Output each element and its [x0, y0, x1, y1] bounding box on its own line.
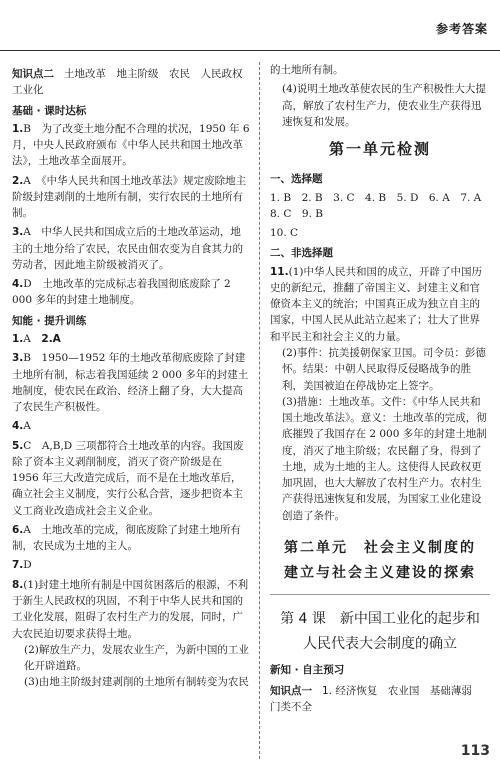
choice-answers: 1. B 2. B 3. C 4. B 5. D 6. A 7. A 8. C 9. B — [270, 191, 492, 220]
unit-title-line: 建立与社会主义建设的探索 — [284, 565, 476, 582]
item-text: A — [23, 332, 42, 345]
kp-lead: 知识点一 — [270, 684, 312, 697]
item-text: A 土地改革的完成，彻底废除了封建土地所有制，农民成为土地的主人。 — [12, 523, 241, 553]
kp-text: 土地改革 地主阶级 农民 人民政权 工业化 — [12, 68, 253, 97]
lesson-title-line: 人民代表大会制度的确立 — [303, 635, 457, 652]
item-number: 8. — [12, 578, 24, 591]
header-rule — [0, 50, 500, 51]
continued-text: 的土地所有制。 — [270, 64, 344, 76]
item-number: 1. — [12, 122, 24, 135]
section-heading-nonchoice: 二、非选择题 — [270, 247, 333, 260]
item-text: D 土地改革的完成标志着我国彻底废除了 2 000 多年的封建土地制度。 — [12, 278, 231, 307]
item-number: 6. — [12, 523, 24, 536]
unit-title — [270, 536, 490, 586]
item-text: A 《中华人民共和国土地改革法》规定废除地主阶级封建剥削的土地所有制，实行农民的土地所有制。 — [12, 174, 247, 220]
kp-text: 1. 经济恢复 农业国 基础薄弱 门类不全 — [270, 684, 483, 713]
item-text: (1)中华人民共和国的成立，开辟了中国历史的新纪元，推翻了帝国主义、封建主义和官僚资本主义的统治；中国真正成为独立自主的国家，中国人民从此站立起来了；壮大了世界和平民主和社会主义的力量。 — [270, 265, 482, 343]
continued-text: (4)说明土地改革使农民的生产积极性大大提高，解放了农村生产力，使农业生产获得迅速恢复和发展。 — [282, 83, 486, 128]
unit-test-title: 第一单元检测 — [328, 140, 431, 159]
lesson-title-line: 第 4 课 新中国工业化的起步和 — [280, 611, 480, 628]
item-text: A 中华人民共和国成立后的土地改革运动，地主的土地分给了农民，农民由佃农变为自食其力的劳动者，因此地主阶级被消灭了。 — [12, 226, 243, 271]
item-text: (3)措施：土地改革。文件：《中华人民共和国土地改革法》。意义：土地改革的完成，彻底摧毁了我国存在 2 000 多年的封建土地制度，消灭了地主阶级；农民翻了身，得到了土地，成为土地的主人。这使得人民政权更加巩固，也大大解放了农村生产力。农村生产获得迅速恢复和发展，为国家工业化建设创造了条件。 — [282, 395, 487, 522]
item-number: 2. — [12, 174, 24, 187]
column-divider — [259, 62, 260, 759]
section-heading-basic: 基础 · 课时达标 — [12, 104, 87, 117]
item-number: 2.A — [41, 332, 61, 345]
answer-item — [12, 350, 250, 415]
item-number: 3. — [12, 352, 24, 365]
section-heading-preview: 新知 · 自主预习 — [270, 664, 345, 677]
answer-item — [12, 121, 250, 170]
header-title: 参考答案 — [435, 22, 488, 36]
item-number: 5. — [12, 439, 24, 452]
answer-item-11 — [270, 264, 490, 524]
item-text: (1)封建土地所有制是中国贫困落后的根源，不利于新生人民政权的巩固，不利于中华人民共和国的工业化发展，阻碍了农村生产力的发展，同时，广大农民迫切要求获得土地。 — [12, 578, 249, 640]
item-text: (3)由地主阶级封建剥削的土地所有制转变为农民 — [24, 676, 249, 689]
right-column — [270, 62, 490, 765]
item-text: B 1950—1952 年的土地改革彻底废除了封建土地所有制，标志着我国延续 2 000 多年的封建土地制度，使农民在政治、经济上翻了身，大大提高了农民生产积极性。 — [12, 352, 249, 414]
answer-item — [12, 331, 250, 347]
answer-item — [12, 557, 250, 573]
choice-answers: 10. C — [270, 227, 299, 240]
item-number: 3. — [12, 226, 24, 239]
answer-item — [12, 522, 250, 555]
answer-item — [12, 418, 250, 434]
knowledge-point-1 — [270, 683, 490, 716]
item-text: (2)解放生产力，发展农业生产，为新中国的工业化开辟道路。 — [24, 643, 249, 673]
section-heading-choice: 一、选择题 — [270, 173, 323, 186]
lesson-title — [270, 607, 490, 656]
item-text: B 为了改变土地分配不合理的状况，1950 年 6 月，中央人民政府颁布《中华人民共和国土地改革法》，土地改革全面展开。 — [12, 122, 250, 168]
page-header — [0, 0, 500, 52]
unit-rule — [270, 594, 490, 595]
answer-item-8 — [12, 577, 250, 691]
knowledge-point-2 — [12, 66, 253, 99]
answer-item — [12, 276, 250, 309]
item-number: 1. — [12, 332, 24, 345]
item-number: 7. — [12, 559, 24, 572]
answer-item — [12, 173, 250, 222]
item-text: A — [23, 420, 31, 433]
kp-lead: 知识点二 — [12, 68, 54, 80]
unit-title-line: 第二单元 社会主义制度的 — [284, 539, 476, 556]
item-number: 4. — [12, 278, 24, 291]
left-column — [12, 62, 253, 765]
item-number: 4. — [12, 420, 24, 433]
item-text: C A,B,D 三项都符合土地改革的内容。我国废除了资本主义剥削制度，消灭了资产阶级是在 1956 年三大改造完成后，而不是在土地改革后，确立社会主义制度，实行公私合营，逐步把资本主义工商业改造成社会主义企业。 — [12, 439, 244, 517]
section-heading-improve: 知能 · 提升训练 — [12, 314, 87, 327]
answer-item — [12, 224, 250, 273]
item-number: 11. — [270, 265, 289, 278]
item-text: (2)事件：抗美援朝保家卫国。司令员：彭德怀。结果：中朝人民取得反侵略战争的胜利，美国被迫在停战协定上签字。 — [282, 346, 486, 392]
page-number: 113 — [460, 743, 490, 760]
answer-item — [12, 438, 250, 519]
item-text: D — [23, 559, 32, 572]
